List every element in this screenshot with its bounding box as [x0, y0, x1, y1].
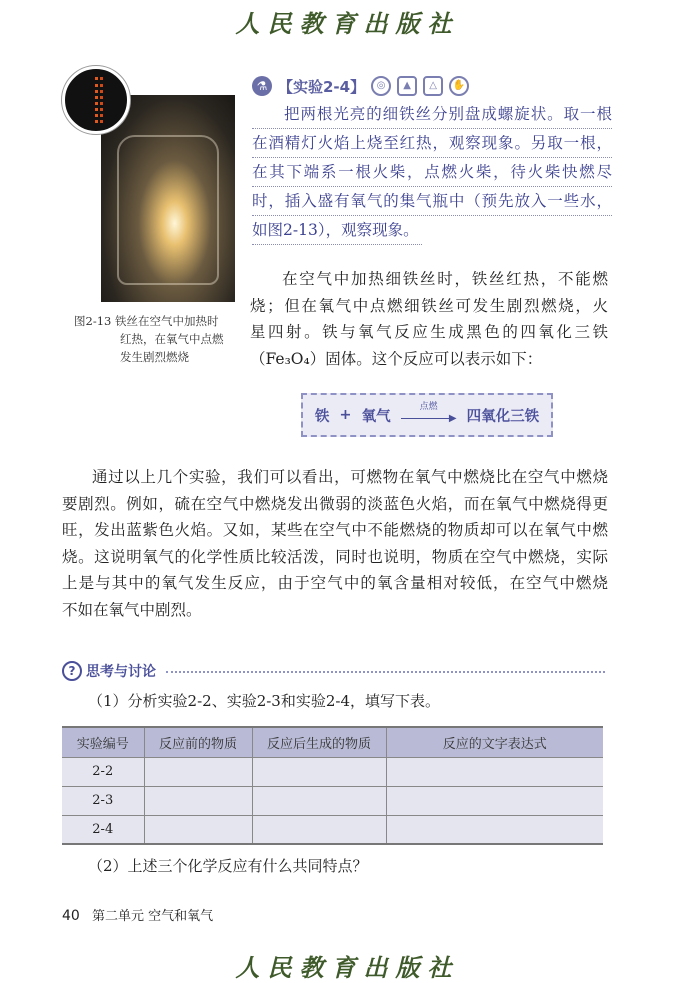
reactant: 铁	[314, 408, 330, 425]
experiment-title: 【实验2-4】	[278, 77, 366, 96]
table-cell[interactable]	[386, 815, 603, 844]
gas-jar	[117, 135, 219, 285]
logo-text: 人民教育出版社	[235, 953, 460, 982]
hand-wash-icon: ✋	[449, 76, 469, 96]
column-header: 反应后生成的物质	[252, 727, 386, 757]
text-line: 通过以上几个实验，我们可以看出，可燃物在氧气中燃烧比在空气中燃烧	[92, 468, 608, 486]
text-line: 旺，发出蓝紫色火焰。又如，某些在空气中不能燃烧的物质却可以在氧气中燃	[62, 521, 608, 539]
publisher-logo-bottom	[0, 948, 695, 983]
combustion-paragraph	[62, 464, 608, 623]
column-header: 反应的文字表达式	[386, 727, 603, 757]
text-line: （Fe₃O₄）固体。这个反应可以表示如下：	[250, 349, 543, 368]
figure-photo	[101, 95, 235, 302]
table-cell[interactable]	[386, 786, 603, 815]
experiment-line: 时，插入盛有氧气的集气瓶中（预先放入一些水，	[252, 187, 612, 216]
caption-line: 红热，在氧气中点燃	[120, 332, 224, 346]
page-number: 40	[62, 908, 80, 924]
publisher-logo-top	[0, 4, 695, 39]
table-cell[interactable]	[252, 786, 386, 815]
figure-inset-coil	[62, 66, 130, 134]
text-line: 上是与其中的氧气发生反应，由于空气中的氧含量相对较低，在空气中燃烧	[62, 574, 608, 592]
table-row	[62, 757, 603, 786]
discussion-title: 思考与讨论	[86, 664, 156, 680]
table-cell: 2-4	[62, 815, 144, 844]
table-cell[interactable]	[252, 757, 386, 786]
experiment-line: 在其下端系一根火柴，点燃火柴，待火柴快燃尽	[252, 158, 612, 187]
text-line: 不如在氧气中剧烈。	[62, 600, 202, 619]
experiment-line: 在酒精灯火焰上烧至红热，观察现象。另取一根，	[252, 129, 612, 158]
reactant: 氧气	[361, 408, 391, 425]
logo-text: 人民教育出版社	[235, 9, 460, 38]
iron-paragraph	[250, 266, 608, 372]
experiment-table	[62, 726, 603, 845]
plus-sign: +	[339, 407, 352, 423]
discussion-heading	[62, 661, 605, 681]
question-icon: ?	[62, 661, 82, 681]
table-row	[62, 786, 603, 815]
product: 四氧化三铁	[466, 408, 540, 425]
experiment-box	[252, 74, 612, 245]
chapter-title: 第二单元 空气和氧气	[91, 909, 214, 924]
question-2: （2）上述三个化学反应有什么共同特点？	[88, 857, 368, 875]
text-line: 要剧烈。例如，硫在空气中燃烧发出微弱的淡蓝色火焰，而在氧气中燃烧得更	[62, 494, 608, 513]
text-line: 星四射。铁与氧气反应生成黑色的四氧化三铁	[250, 323, 608, 341]
text-line: 在空气中加热细铁丝时，铁丝红热，不能燃	[282, 270, 608, 288]
page-footer	[62, 905, 213, 924]
reaction-condition: 点燃	[419, 402, 438, 412]
experiment-line: 如图2-13），观察现象。	[252, 216, 422, 245]
goggles-icon: ◎	[371, 76, 391, 96]
table-header-row	[62, 727, 603, 757]
dotted-divider	[166, 671, 605, 673]
table-cell[interactable]	[144, 815, 252, 844]
table-row	[62, 815, 603, 844]
experiment-line: 把两根光亮的细铁丝分别盘成螺旋状。取一根	[252, 100, 612, 129]
table-cell[interactable]	[252, 815, 386, 844]
experiment-text	[252, 100, 612, 245]
text-line: 烧。这说明氧气的化学性质比较活泼，同时也说明，物质在空气中燃烧，实际	[62, 547, 608, 566]
text-line: 烧；但在氧气中点燃细铁丝可发生剧烈燃烧，火	[250, 296, 608, 315]
caption-line: 发生剧烈燃烧	[120, 350, 189, 364]
hot-surface-icon: △	[423, 76, 443, 96]
column-header: 反应前的物质	[144, 727, 252, 757]
table-cell: 2-3	[62, 786, 144, 815]
iron-coil	[95, 77, 103, 123]
flame-icon: ▲	[397, 76, 417, 96]
figure-caption	[74, 312, 224, 366]
table-cell[interactable]	[386, 757, 603, 786]
question-1: （1）分析实验2-2、实验2-3和实验2-4，填写下表。	[88, 692, 441, 710]
reaction-equation	[301, 393, 553, 437]
reaction-arrow: 点燃 ▶	[401, 407, 457, 423]
table-cell: 2-2	[62, 757, 144, 786]
table-cell[interactable]	[144, 786, 252, 815]
column-header: 实验编号	[62, 727, 144, 757]
caption-line: 图2-13 铁丝在空气中加热时	[74, 314, 219, 328]
table-cell[interactable]	[144, 757, 252, 786]
flask-icon: ⚗	[252, 76, 272, 96]
